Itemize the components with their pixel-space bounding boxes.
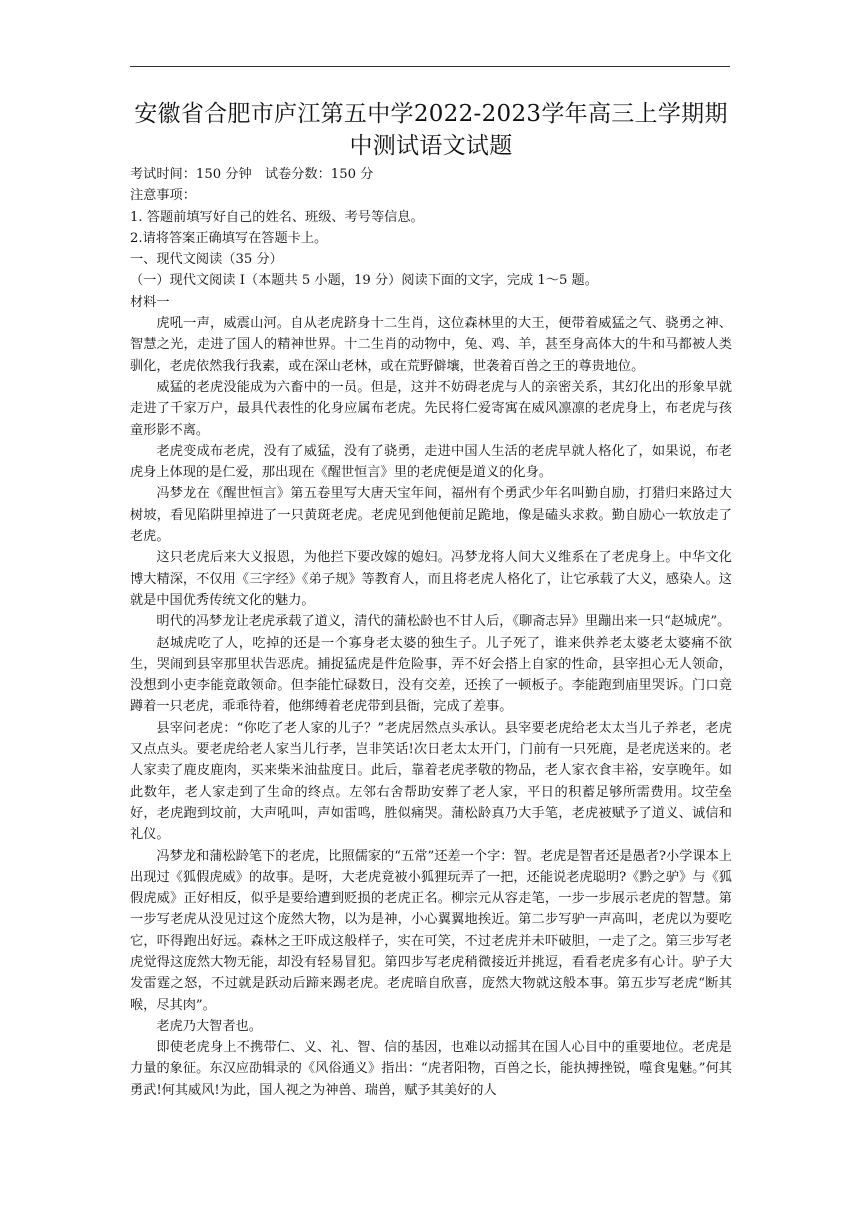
paragraph: 赵城虎吃了人，吃掉的还是一个寡身老太婆的独生子。儿子死了，谁来供养老太婆老太婆痛不欲生，哭闹到县宰那里状告恶虎。捕捉猛虎是件危险事，弄不好会搭上自家的性命，县宰担心无人领命，没想到小吏李能竟敢领命。但李能忙碌数日，没有交差，还挨了一顿板子。李能跑到庙里哭诉。门口竟蹲着一只老虎，乖乖待着，他绑缚着老虎带到县衙，完成了差事。 [130, 635, 732, 715]
header-rule [130, 66, 730, 67]
paragraph: 冯梦龙和蒲松龄笔下的老虎，比照儒家的“五常”还差一个字：智。老虎是智者还是愚者?小学课本上出现过《狐假虎威》的故事。是呀，大老虎竟被小狐狸玩弄了一把，还能说老虎聪明?《黔之驴》与《狐假虎威》正好相反，似乎是要给遭到贬损的老虎正名。柳宗元从容走笔，一步一步展示老虎的智慧。第一步写老虎从没见过这个庞然大物，以为是神，小心翼翼地挨近。第二步写驴一声高叫，老虎以为要吃它，吓得跑出好远。森林之王吓成这般样子，实在可笑，不过老虎并未吓破胆，一走了之。第三步写老虎觉得这庞然大物无能，却没有轻易冒犯。第四步写老虎稍微接近并挑逗，看看老虎多有心计。驴子大发雷霆之怒，不过就是跃动后蹄来踢老虎。老虎暗自欣喜，庞然大物就这般本事。第五步写老虎“断其喉，尽其肉”。 [130, 848, 732, 1013]
paragraph: 虎吼一声，威震山河。自从老虎跻身十二生肖，这位森林里的大王，便带着威猛之气、骁勇之神、智慧之光，走进了国人的精神世界。十二生肖的动物中，兔、鸡、羊，甚至身高体大的牛和马都被人类驯化，老虎依然我行我素，或在深山老林，或在荒野僻壤，世袭着百兽之王的尊贵地位。 [130, 316, 732, 374]
paragraph: 老虎乃大智者也。 [156, 1018, 262, 1034]
paragraph: 即使老虎身上不携带仁、义、礼、智、信的基因，也难以动摇其在国人心目中的重要地位。老虎是力量的象征。东汉应劭辑录的《风俗通义》指出：“虎者阳物，百兽之长，能执搏挫锐，噬食鬼魅。”何其勇武!何其威风!为此，国人视之为神兽、瑞兽，赋予其美好的人 [130, 1040, 732, 1098]
paragraph: 威猛的老虎没能成为六畜中的一员。但是，这并不妨碍老虎与人的亲密关系，其幻化出的形象早就走进了千家万户，最具代表性的化身应属布老虎。先民将仁爱寄寓在威风凛凛的老虎身上，布老虎与孩童形影不离。 [130, 379, 732, 438]
paragraph: 老虎变成布老虎，没有了威猛，没有了骁勇，走进中国人生活的老虎早就人格化了，如果说，布老虎身上体现的是仁爱，那出现在《醒世恒言》里的老虎便是道义的化身。 [130, 443, 732, 481]
paragraph: 冯梦龙在《醒世恒言》第五卷里写大唐天宝年间，福州有个勇武少年名叫勤自励，打猎归来路过大树坡，看见陷阱里掉进了一只黄斑老虎。老虎见到他便前足跪地，像是磕头求救。勤自励心一软放走了老虎。 [130, 486, 732, 545]
paragraph: 这只老虎后来大义报恩，为他拦下要改嫁的媳妇。冯梦龙将人间大义维系在了老虎身上。中华文化博大精深，不仅用《三字经》《弟子规》等教育人，而且将老虎人格化了，让它承载了大义，感染人。这就是中国优秀传统文化的魅力。 [130, 550, 732, 608]
section-heading: 一、现代文阅读（35 分） [130, 252, 283, 268]
subsection-heading: （一）现代文阅读 I（本题共 5 小题，19 分）阅读下面的文字，完成 1～5 题。 [130, 273, 598, 289]
notice-heading: 注意事项： [130, 188, 196, 204]
document-title: 安徽省合肥市庐江第五中学2022-2023学年高三上学期期中测试语文试题 [134, 101, 728, 159]
material-label: 材料一 [130, 294, 170, 310]
document-page [130, 90, 732, 1101]
notice-item-1: 1. 答题前填写好自己的姓名、班级、考号等信息。 [130, 209, 424, 225]
paragraph: 县宰问老虎：“你吃了老人家的儿子？”老虎居然点头承认。县宰要老虎给老太太当儿子养老，老虎又点点头。要老虎给老人家当儿行孝，岂非笑话!次日老太太开门，门前有一只死鹿，是老虎送来的。老人家卖了鹿皮鹿肉，买来柴米油盐度日。此后，靠着老虎孝敬的物品，老人家衣食丰裕，安享晚年。如此数年，老人家走到了生命的终点。左邻右舍帮助安葬了老人家，平日的积蓄足够所需费用。坟茔垒好，老虎跑到坟前，大声吼叫，声如雷鸣，胜似痛哭。蒲松龄真乃大手笔，老虎被赋予了道义、诚信和礼仪。 [130, 720, 732, 843]
paragraph: 明代的冯梦龙让老虎承载了道义，清代的蒲松龄也不甘人后，《聊斋志异》里蹦出来一只“赵城虎”。 [156, 614, 731, 630]
notice-item-2: 2.请将答案正确填写在答题卡上。 [130, 230, 328, 246]
exam-info: 考试时间：150 分钟 试卷分数：150 分 [130, 167, 374, 182]
